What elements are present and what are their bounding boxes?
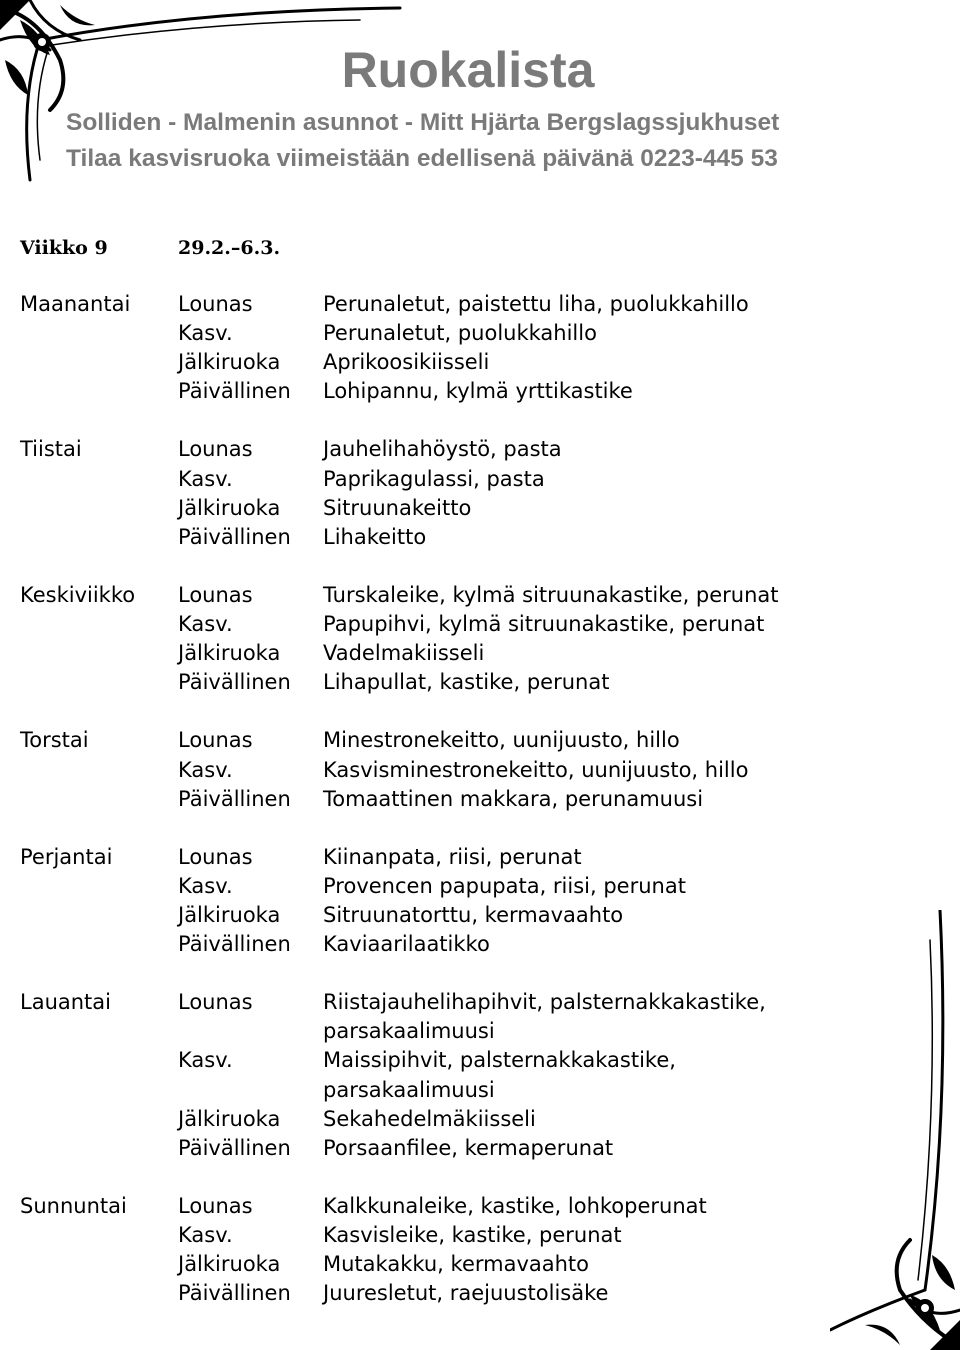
dish-description: Maissipihvit, palsternakkakastike,	[323, 1048, 676, 1073]
meal-type: Lounas	[178, 582, 253, 607]
day-name: Lauantai	[20, 990, 111, 1015]
menu-row	[20, 523, 940, 552]
dish-description: Kiinanpata, riisi, perunat	[323, 844, 582, 869]
weekly-menu	[20, 290, 940, 1308]
menu-row	[20, 1134, 940, 1163]
dish-description: Kaviaarilaatikko	[323, 932, 490, 957]
week-heading	[20, 232, 281, 264]
meal-type: Lounas	[178, 292, 253, 316]
menu-row	[20, 290, 940, 319]
dish-description: Turskaleike, kylmä sitruunakastike, perunat	[323, 582, 779, 607]
menu-row	[20, 843, 940, 872]
menu-row	[20, 319, 940, 348]
menu-row	[20, 988, 940, 1017]
meal-type: Jälkiruoka	[178, 641, 281, 666]
week-label: Viikko 9	[20, 237, 108, 259]
menu-row	[20, 872, 940, 901]
day-separator	[20, 959, 940, 988]
day-name: Maanantai	[20, 292, 131, 316]
dish-description: Sitruunakeitto	[323, 495, 472, 520]
menu-row	[20, 756, 940, 785]
menu-row	[20, 494, 940, 523]
dish-description: parsakaalimuusi	[323, 1077, 495, 1102]
meal-type: Kasv.	[178, 612, 233, 637]
meal-type: Kasv.	[178, 321, 233, 346]
menu-row	[20, 901, 940, 930]
meal-type: Päivällinen	[178, 1281, 291, 1306]
meal-type: Jälkiruoka	[178, 902, 281, 927]
dish-description: Vadelmakiisseli	[323, 641, 485, 666]
dish-description: Aprikoosikiisseli	[323, 350, 490, 375]
dish-description: Kasvisminestronekeitto, uunijuusto, hillo	[323, 757, 749, 782]
dish-description: Lihakeitto	[323, 524, 427, 549]
meal-type: Päivällinen	[178, 670, 291, 695]
day-name: Tiistai	[20, 437, 82, 462]
week-dates: 29.2.–6.3.	[178, 237, 281, 259]
meal-type: Päivällinen	[178, 524, 291, 549]
day-name: Keskiviikko	[20, 582, 136, 607]
menu-row	[20, 726, 940, 755]
menu-row	[20, 1046, 940, 1075]
day-separator	[20, 697, 940, 726]
meal-type: Päivällinen	[178, 932, 291, 957]
dish-description: Papupihvi, kylmä sitruunakastike, perunat	[323, 612, 765, 637]
menu-row	[20, 435, 940, 464]
meal-type: Jälkiruoka	[178, 1106, 281, 1131]
meal-type: Kasv.	[178, 466, 233, 491]
dish-description: Mutakakku, kermavaahto	[323, 1252, 590, 1277]
meal-type: Lounas	[178, 1193, 253, 1218]
dish-description: Perunaletut, paistettu liha, puolukkahillo	[323, 292, 749, 316]
menu-row	[20, 610, 940, 639]
meal-type: Päivällinen	[178, 379, 291, 404]
meal-type: Jälkiruoka	[178, 495, 281, 520]
dish-description: Minestronekeitto, uunijuusto, hillo	[323, 728, 680, 753]
menu-row	[20, 377, 940, 406]
meal-type: Kasv.	[178, 1048, 233, 1073]
dish-description: Riistajauhelihapihvit, palsternakkakastike,	[323, 990, 766, 1015]
subtitle-order-info: Tilaa kasvisruoka viimeistään edellisenä päivänä 0223-445 53	[66, 145, 778, 172]
menu-row	[20, 785, 940, 814]
day-separator	[20, 814, 940, 843]
dish-description: Sekahedelmäkiisseli	[323, 1106, 536, 1131]
dish-description: Lihapullat, kastike, perunat	[323, 670, 610, 695]
dish-description: Lohipannu, kylmä yrttikastike	[323, 379, 633, 404]
menu-row	[20, 668, 940, 697]
dish-description: Porsaanfilee, kermaperunat	[323, 1135, 614, 1160]
day-separator	[20, 1163, 940, 1192]
meal-type: Lounas	[178, 728, 253, 753]
dish-description: Perunaletut, puolukkahillo	[323, 321, 597, 346]
dish-description: Sitruunatorttu, kermavaahto	[323, 902, 624, 927]
menu-row	[20, 930, 940, 959]
menu-row	[20, 581, 940, 610]
dish-description: Kasvisleike, kastike, perunat	[323, 1223, 622, 1247]
menu-row	[20, 1105, 940, 1134]
dish-description: Jauhelihahöystö, pasta	[323, 437, 562, 462]
meal-type: Kasv.	[178, 873, 233, 898]
menu-row	[20, 348, 940, 377]
dish-description: Tomaattinen makkara, perunamuusi	[323, 786, 704, 811]
meal-type: Lounas	[178, 844, 253, 869]
day-separator	[20, 552, 940, 581]
day-name: Sunnuntai	[20, 1193, 127, 1218]
day-separator	[20, 406, 940, 435]
meal-type: Lounas	[178, 437, 253, 462]
menu-row	[20, 639, 940, 668]
dish-description: Juuresletut, raejuustolisäke	[323, 1281, 609, 1306]
menu-row	[20, 1221, 940, 1250]
meal-type: Päivällinen	[178, 1135, 291, 1160]
day-name: Perjantai	[20, 844, 113, 869]
meal-type: Lounas	[178, 990, 253, 1015]
dish-description: Kalkkunaleike, kastike, lohkoperunat	[323, 1193, 707, 1218]
subtitle-location: Solliden - Malmenin asunnot - Mitt Hjärta Bergslagssjukhuset	[66, 109, 780, 136]
menu-row	[20, 1192, 940, 1221]
page-title: Ruokalista	[341, 42, 595, 98]
menu-row	[20, 1076, 940, 1105]
meal-type: Päivällinen	[178, 786, 291, 811]
dish-description: Paprikagulassi, pasta	[323, 466, 545, 491]
meal-type: Kasv.	[178, 757, 233, 782]
menu-row	[20, 1250, 940, 1279]
dish-description: Provencen papupata, riisi, perunat	[323, 873, 686, 898]
day-name: Torstai	[20, 728, 89, 753]
meal-type: Jälkiruoka	[178, 350, 281, 375]
menu-row	[20, 465, 940, 494]
meal-type: Kasv.	[178, 1223, 233, 1247]
menu-row	[20, 1279, 940, 1308]
dish-description: parsakaalimuusi	[323, 1019, 495, 1044]
menu-row	[20, 1017, 940, 1046]
meal-type: Jälkiruoka	[178, 1252, 281, 1277]
